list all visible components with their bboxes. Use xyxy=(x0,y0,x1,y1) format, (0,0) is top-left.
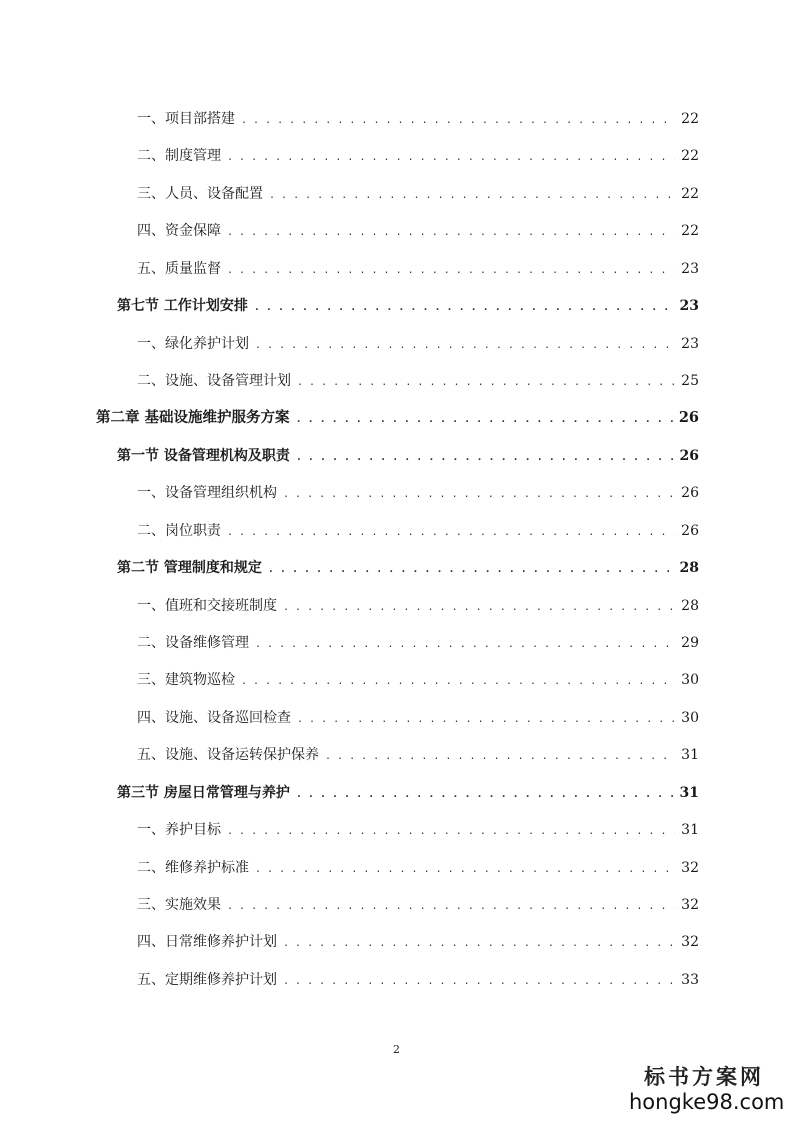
toc-entry[interactable] xyxy=(137,631,699,655)
dot-leader xyxy=(227,895,675,919)
toc-entry-label: 五、设施、设备运转保护保养 xyxy=(137,747,319,764)
toc-entry-label: 四、设施、设备巡回检查 xyxy=(137,709,291,726)
toc-entry-label: 一、绿化养护计划 xyxy=(137,335,249,352)
dot-leader xyxy=(255,334,675,358)
toc-entry-page: 26 xyxy=(679,447,699,464)
dot-leader xyxy=(297,371,675,395)
dot-leader xyxy=(227,259,675,283)
toc-entry-label: 三、建筑物巡检 xyxy=(137,672,235,689)
dot-leader xyxy=(283,483,675,507)
toc-entry-page: 31 xyxy=(681,747,699,764)
dot-leader xyxy=(268,558,674,582)
page-number: 2 xyxy=(393,1043,400,1056)
toc-entry-label: 一、项目部搭建 xyxy=(137,111,235,127)
dot-leader xyxy=(283,932,675,956)
dot-leader xyxy=(255,633,675,657)
toc-entry-label: 第二节 管理制度和规定 xyxy=(117,560,262,577)
watermark-title: 标书方案网 xyxy=(644,1065,764,1089)
dot-leader xyxy=(255,858,675,882)
site-watermark xyxy=(629,1064,785,1114)
toc-entry[interactable] xyxy=(137,519,699,543)
dot-leader xyxy=(296,783,674,807)
toc-entry-label: 四、资金保障 xyxy=(137,223,221,240)
toc-entry-label: 第二章 基础设施维护服务方案 xyxy=(96,409,290,427)
toc-entry-page: 33 xyxy=(681,971,699,988)
toc-entry-page: 26 xyxy=(681,485,699,502)
dot-leader xyxy=(269,184,675,208)
toc-entry[interactable] xyxy=(137,968,699,992)
toc-entry-label: 二、设施、设备管理计划 xyxy=(137,373,291,389)
toc-entry-label: 二、维修养护标准 xyxy=(137,859,249,876)
dot-leader xyxy=(241,670,675,694)
toc-entry[interactable] xyxy=(137,257,699,281)
toc-entry-page: 30 xyxy=(681,672,699,689)
toc-entry-label: 第七节 工作计划安排 xyxy=(117,298,248,315)
dot-leader xyxy=(227,820,675,844)
toc-entry-page: 22 xyxy=(681,148,699,165)
toc-entry[interactable] xyxy=(137,893,699,917)
toc-entry-page: 31 xyxy=(679,784,699,801)
watermark-url: hongke98.com xyxy=(629,1090,785,1114)
toc-entry-label: 四、日常维修养护计划 xyxy=(137,934,277,951)
dot-leader xyxy=(227,521,675,545)
toc-entry[interactable] xyxy=(137,668,699,692)
toc-entry-page: 23 xyxy=(681,335,699,352)
toc-entry[interactable] xyxy=(137,706,699,730)
toc-entry-page: 31 xyxy=(681,822,699,839)
toc-entry[interactable] xyxy=(137,930,699,954)
toc-entry[interactable] xyxy=(137,107,699,131)
toc-section-heading[interactable] xyxy=(117,781,699,805)
toc-entry[interactable] xyxy=(137,369,699,393)
dot-leader xyxy=(283,970,675,994)
toc-entry-label: 一、设备管理组织机构 xyxy=(137,485,277,502)
toc-entry[interactable] xyxy=(137,144,699,168)
toc-entry-page: 22 xyxy=(681,223,699,240)
toc-entry-label: 二、设备维修管理 xyxy=(137,635,249,652)
toc-entry[interactable] xyxy=(137,743,699,767)
toc-entry-label: 一、养护目标 xyxy=(137,822,221,839)
dot-leader xyxy=(325,745,675,769)
toc-section-heading[interactable] xyxy=(117,294,699,318)
dot-leader xyxy=(254,296,674,320)
toc-entry-page: 22 xyxy=(681,185,699,202)
toc-entry-label: 一、值班和交接班制度 xyxy=(137,597,277,614)
toc-entry-page: 32 xyxy=(681,934,699,951)
toc-section-heading[interactable] xyxy=(117,556,699,580)
dot-leader xyxy=(297,708,675,732)
toc-entry-page: 25 xyxy=(681,373,699,389)
dot-leader xyxy=(241,109,675,133)
toc-entry-page: 23 xyxy=(679,298,699,315)
dot-leader xyxy=(296,446,674,470)
toc-entry[interactable] xyxy=(137,481,699,505)
toc-entry-page: 30 xyxy=(681,709,699,726)
toc-entry-page: 26 xyxy=(681,522,699,539)
toc-entry[interactable] xyxy=(137,332,699,356)
toc-entry-page: 22 xyxy=(681,111,699,127)
toc-entry-label: 第三节 房屋日常管理与养护 xyxy=(117,784,290,801)
toc-entry-page: 28 xyxy=(681,597,699,614)
toc-entry-label: 第一节 设备管理机构及职责 xyxy=(117,447,290,464)
toc-entry-page: 26 xyxy=(678,409,699,427)
toc-entry-label: 二、岗位职责 xyxy=(137,522,221,539)
toc-entry-label: 二、制度管理 xyxy=(137,148,221,165)
toc-entry-label: 三、人员、设备配置 xyxy=(137,185,263,202)
toc-entry[interactable] xyxy=(137,182,699,206)
toc-entry-page: 28 xyxy=(679,560,699,577)
dot-leader xyxy=(227,221,675,245)
toc-entry[interactable] xyxy=(137,856,699,880)
toc-entry[interactable] xyxy=(137,818,699,842)
toc-entry-label: 三、实施效果 xyxy=(137,897,221,914)
toc-entry-label: 五、定期维修养护计划 xyxy=(137,971,277,988)
dot-leader xyxy=(227,146,675,170)
toc-entry[interactable] xyxy=(137,219,699,243)
toc-entry-page: 32 xyxy=(681,897,699,914)
toc-chapter-heading[interactable] xyxy=(96,406,699,430)
toc-section-heading[interactable] xyxy=(117,444,699,468)
toc-entry-page: 29 xyxy=(681,635,699,652)
dot-leader xyxy=(296,408,673,432)
dot-leader xyxy=(283,596,675,620)
toc-entry[interactable] xyxy=(137,594,699,618)
toc-entry-page: 32 xyxy=(681,859,699,876)
toc-entry-page: 23 xyxy=(681,260,699,277)
toc-entry-label: 五、质量监督 xyxy=(137,260,221,277)
